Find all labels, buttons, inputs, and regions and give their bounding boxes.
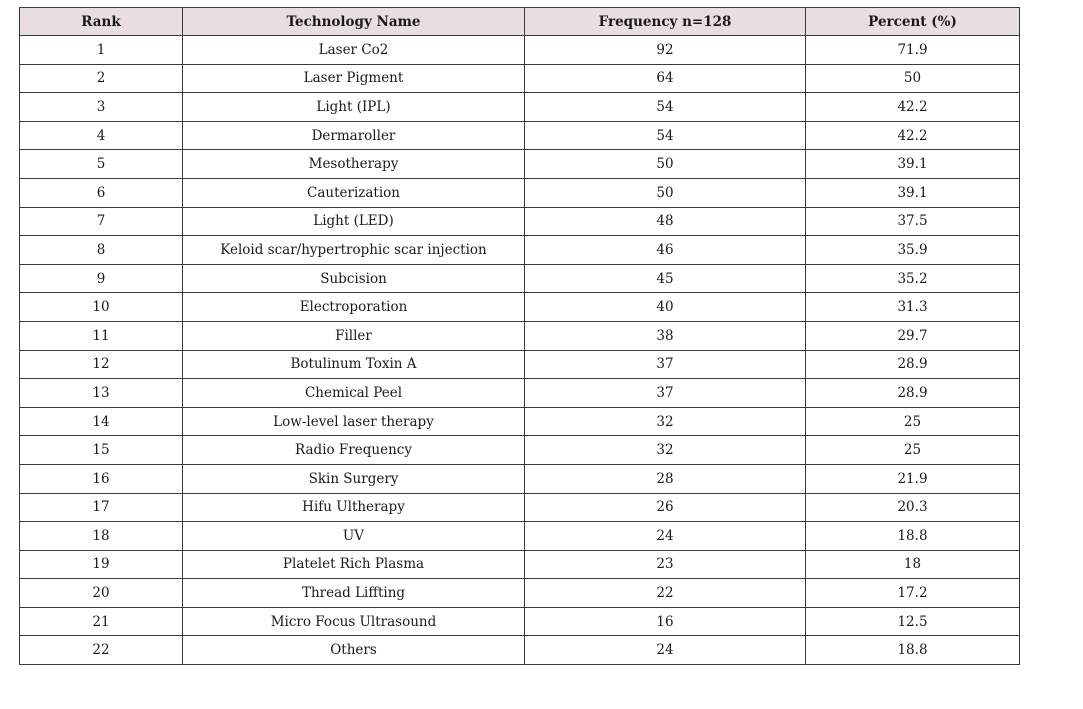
cell-rank: 8 <box>20 236 183 265</box>
cell-rank: 2 <box>20 64 183 93</box>
cell-technology-name: Low-level laser therapy <box>183 407 525 436</box>
cell-percent: 39.1 <box>806 178 1020 207</box>
cell-technology-name: UV <box>183 522 525 551</box>
cell-frequency: 54 <box>525 93 806 122</box>
cell-technology-name: Others <box>183 636 525 665</box>
cell-rank: 12 <box>20 350 183 379</box>
table-row <box>20 178 1020 207</box>
cell-percent: 35.2 <box>806 264 1020 293</box>
cell-technology-name: Platelet Rich Plasma <box>183 550 525 579</box>
table-row <box>20 121 1020 150</box>
cell-rank: 14 <box>20 407 183 436</box>
cell-frequency: 37 <box>525 350 806 379</box>
table-row <box>20 36 1020 65</box>
table-row <box>20 264 1020 293</box>
cell-technology-name: Laser Co2 <box>183 36 525 65</box>
table-row <box>20 493 1020 522</box>
table-body <box>20 36 1020 665</box>
cell-technology-name: Chemical Peel <box>183 379 525 408</box>
cell-percent: 20.3 <box>806 493 1020 522</box>
table-row <box>20 64 1020 93</box>
cell-percent: 31.3 <box>806 293 1020 322</box>
cell-frequency: 24 <box>525 522 806 551</box>
cell-rank: 9 <box>20 264 183 293</box>
cell-percent: 35.9 <box>806 236 1020 265</box>
cell-rank: 19 <box>20 550 183 579</box>
table-row <box>20 379 1020 408</box>
table-row <box>20 550 1020 579</box>
cell-rank: 5 <box>20 150 183 179</box>
cell-technology-name: Botulinum Toxin A <box>183 350 525 379</box>
cell-rank: 17 <box>20 493 183 522</box>
cell-technology-name: Subcision <box>183 264 525 293</box>
cell-frequency: 26 <box>525 493 806 522</box>
cell-technology-name: Mesotherapy <box>183 150 525 179</box>
cell-percent: 42.2 <box>806 93 1020 122</box>
cell-technology-name: Laser Pigment <box>183 64 525 93</box>
cell-technology-name: Radio Frequency <box>183 436 525 465</box>
cell-technology-name: Thread Liffting <box>183 579 525 608</box>
table-header <box>20 8 1020 36</box>
table-row <box>20 579 1020 608</box>
cell-technology-name: Skin Surgery <box>183 464 525 493</box>
cell-percent: 50 <box>806 64 1020 93</box>
cell-technology-name: Light (IPL) <box>183 93 525 122</box>
cell-rank: 1 <box>20 36 183 65</box>
table-row <box>20 93 1020 122</box>
cell-percent: 18.8 <box>806 636 1020 665</box>
header-row <box>20 8 1020 36</box>
table-row <box>20 436 1020 465</box>
cell-frequency: 54 <box>525 121 806 150</box>
table-row <box>20 236 1020 265</box>
cell-frequency: 24 <box>525 636 806 665</box>
cell-rank: 7 <box>20 207 183 236</box>
cell-frequency: 37 <box>525 379 806 408</box>
cell-rank: 4 <box>20 121 183 150</box>
cell-rank: 10 <box>20 293 183 322</box>
cell-technology-name: Keloid scar/hypertrophic scar injection <box>183 236 525 265</box>
table-row <box>20 207 1020 236</box>
header-percent: Percent (%) <box>806 8 1020 36</box>
cell-percent: 28.9 <box>806 379 1020 408</box>
cell-rank: 3 <box>20 93 183 122</box>
cell-frequency: 28 <box>525 464 806 493</box>
technology-frequency-table <box>19 7 1020 665</box>
cell-frequency: 46 <box>525 236 806 265</box>
cell-frequency: 22 <box>525 579 806 608</box>
cell-technology-name: Filler <box>183 321 525 350</box>
cell-technology-name: Hifu Ultherapy <box>183 493 525 522</box>
table-row <box>20 636 1020 665</box>
header-frequency: Frequency n=128 <box>525 8 806 36</box>
cell-frequency: 38 <box>525 321 806 350</box>
cell-rank: 20 <box>20 579 183 608</box>
table-row <box>20 522 1020 551</box>
cell-percent: 21.9 <box>806 464 1020 493</box>
cell-rank: 11 <box>20 321 183 350</box>
cell-frequency: 45 <box>525 264 806 293</box>
cell-frequency: 32 <box>525 436 806 465</box>
cell-frequency: 50 <box>525 178 806 207</box>
cell-percent: 12.5 <box>806 607 1020 636</box>
cell-percent: 25 <box>806 407 1020 436</box>
table-row <box>20 607 1020 636</box>
cell-frequency: 48 <box>525 207 806 236</box>
cell-technology-name: Light (LED) <box>183 207 525 236</box>
cell-frequency: 16 <box>525 607 806 636</box>
cell-rank: 21 <box>20 607 183 636</box>
cell-technology-name: Dermaroller <box>183 121 525 150</box>
cell-frequency: 64 <box>525 64 806 93</box>
table-row <box>20 293 1020 322</box>
table-row <box>20 150 1020 179</box>
cell-rank: 6 <box>20 178 183 207</box>
header-technology-name: Technology Name <box>183 8 525 36</box>
cell-technology-name: Micro Focus Ultrasound <box>183 607 525 636</box>
cell-frequency: 50 <box>525 150 806 179</box>
cell-technology-name: Electroporation <box>183 293 525 322</box>
table-row <box>20 407 1020 436</box>
cell-frequency: 32 <box>525 407 806 436</box>
cell-percent: 17.2 <box>806 579 1020 608</box>
cell-percent: 18 <box>806 550 1020 579</box>
cell-percent: 71.9 <box>806 36 1020 65</box>
cell-rank: 22 <box>20 636 183 665</box>
cell-frequency: 40 <box>525 293 806 322</box>
cell-percent: 18.8 <box>806 522 1020 551</box>
cell-percent: 39.1 <box>806 150 1020 179</box>
table-row <box>20 464 1020 493</box>
cell-percent: 42.2 <box>806 121 1020 150</box>
cell-percent: 37.5 <box>806 207 1020 236</box>
cell-rank: 15 <box>20 436 183 465</box>
cell-rank: 13 <box>20 379 183 408</box>
cell-technology-name: Cauterization <box>183 178 525 207</box>
cell-percent: 25 <box>806 436 1020 465</box>
cell-rank: 18 <box>20 522 183 551</box>
cell-frequency: 92 <box>525 36 806 65</box>
header-rank: Rank <box>20 8 183 36</box>
cell-rank: 16 <box>20 464 183 493</box>
table-row <box>20 321 1020 350</box>
cell-percent: 28.9 <box>806 350 1020 379</box>
cell-percent: 29.7 <box>806 321 1020 350</box>
table-row <box>20 350 1020 379</box>
cell-frequency: 23 <box>525 550 806 579</box>
